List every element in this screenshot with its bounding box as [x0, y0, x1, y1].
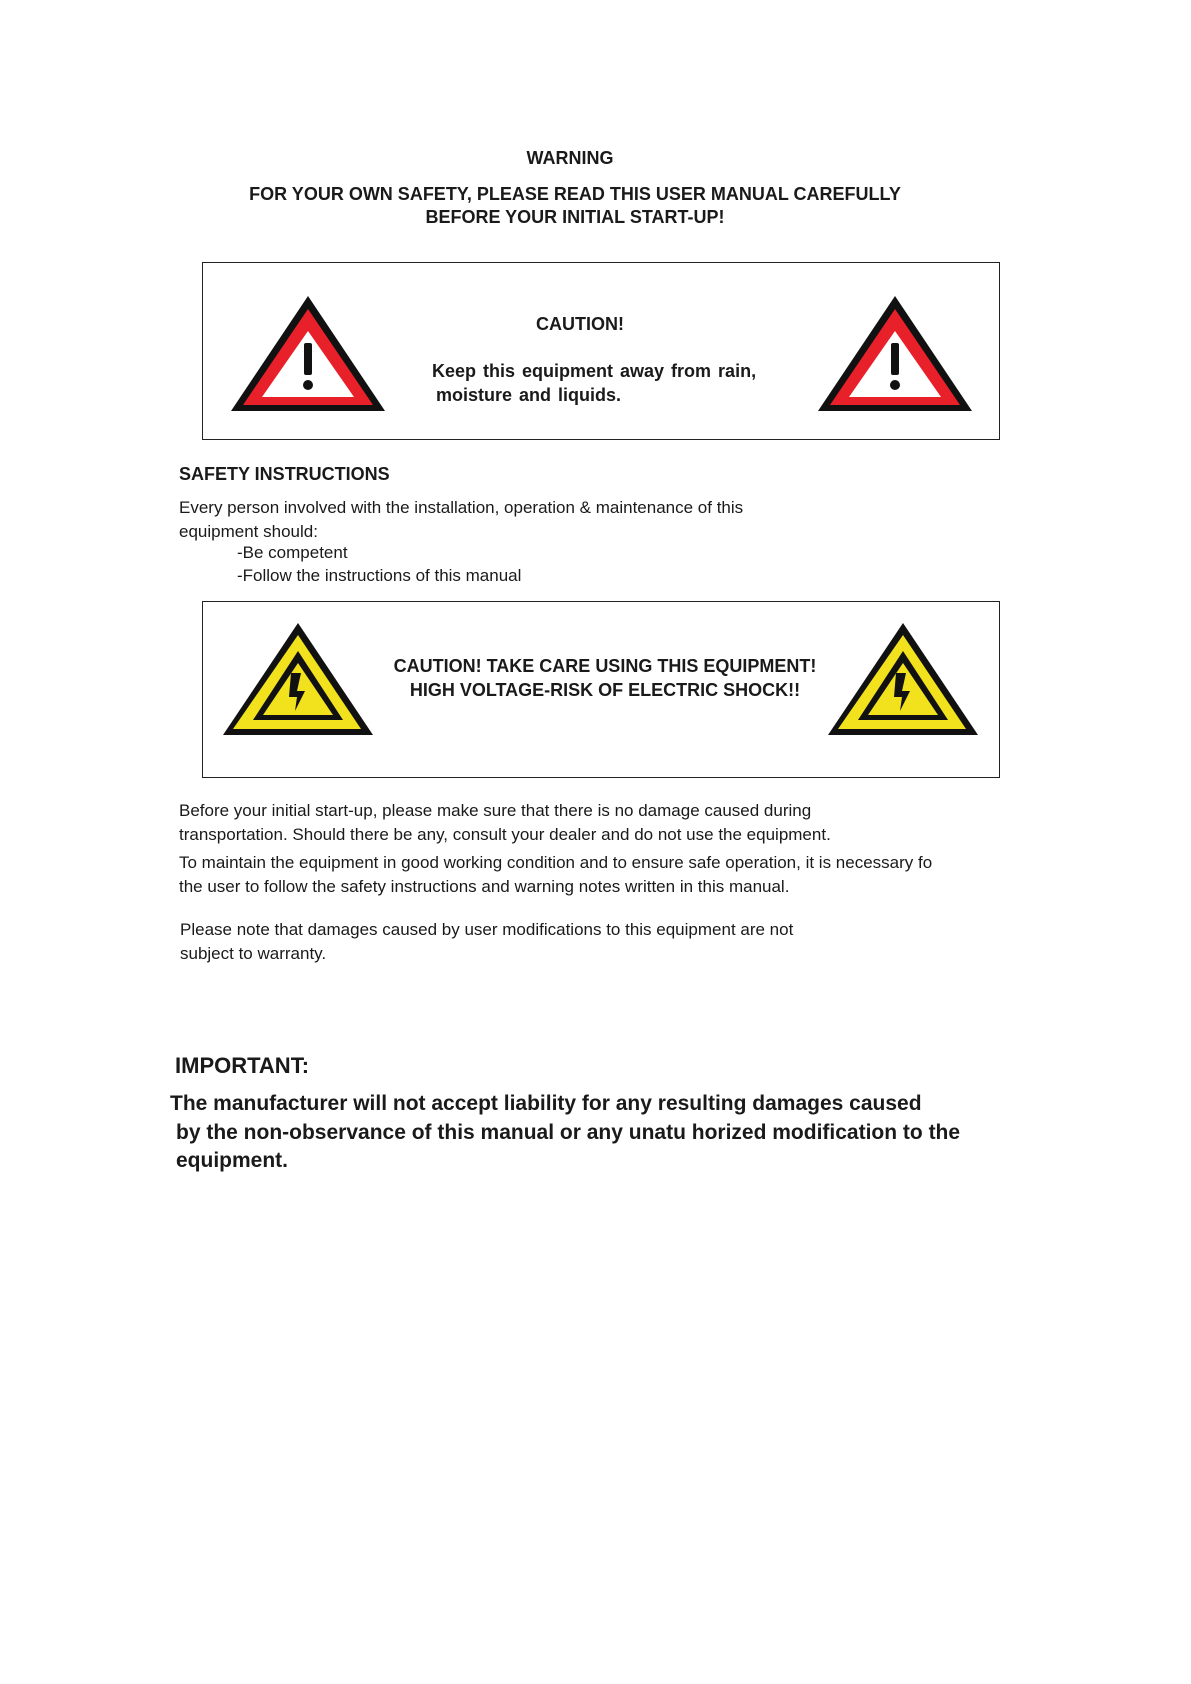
high-voltage-warning-icon	[221, 621, 375, 737]
page-subtitle	[0, 183, 1150, 229]
safety-instructions-heading: SAFETY INSTRUCTIONS	[179, 464, 390, 484]
list-item: -Follow the instructions of this manual	[237, 566, 522, 585]
maintenance-paragraph	[179, 851, 932, 898]
high-voltage-warning-icon	[826, 621, 980, 737]
important-line-1: The manufacturer will not accept liability for any resulting damages caused	[170, 1092, 922, 1115]
paragraph-line: subject to warranty.	[180, 943, 327, 963]
subtitle-line-1: FOR YOUR OWN SAFETY, PLEASE READ THIS USER MANUAL CAREFULLY	[249, 184, 901, 204]
safety-intro-line-2: equipment should:	[179, 521, 318, 541]
important-line-3: equipment.	[176, 1149, 289, 1172]
warranty-paragraph	[180, 918, 793, 965]
list-item: -Be competent	[237, 543, 348, 562]
caution-high-voltage-text	[370, 654, 840, 702]
safety-intro	[179, 496, 743, 543]
important-line-2: by the non-observance of this manual or any unatu horized modification to the	[176, 1121, 961, 1144]
subtitle-line-2: BEFORE YOUR INITIAL START-UP!	[425, 207, 725, 227]
paragraph-line: transportation. Should there be any, consult your dealer and do not use the equipment.	[179, 824, 831, 844]
caution-high-voltage-line-2: HIGH VOLTAGE-RISK OF ELECTRIC SHOCK!!	[409, 680, 801, 700]
paragraph-line: the user to follow the safety instructions and warning notes written in this manual.	[179, 876, 790, 896]
paragraph-line: To maintain the equipment in good working condition and to ensure safe operation, it is necessary fo	[179, 853, 933, 872]
caution-high-voltage-line-1: CAUTION! TAKE CARE USING THIS EQUIPMENT!	[393, 656, 817, 676]
paragraph-line: Please note that damages caused by user modifications to this equipment are not	[180, 920, 794, 939]
important-heading: IMPORTANT:	[175, 1053, 310, 1078]
caution-heading: CAUTION!	[536, 314, 624, 334]
caution-rain-text	[432, 359, 756, 407]
caution-rain-line-2: moisture and liquids.	[436, 385, 622, 405]
paragraph-line: Before your initial start-up, please make sure that there is no damage caused during	[179, 801, 812, 820]
exclamation-warning-icon	[228, 293, 388, 415]
safety-intro-line-1: Every person involved with the installation, operation & maintenance of this	[179, 498, 744, 517]
exclamation-warning-icon	[815, 293, 975, 415]
caution-rain-line-1: Keep this equipment away from rain,	[432, 361, 757, 381]
transport-damage-paragraph	[179, 799, 831, 846]
page-title: WARNING	[526, 148, 614, 168]
